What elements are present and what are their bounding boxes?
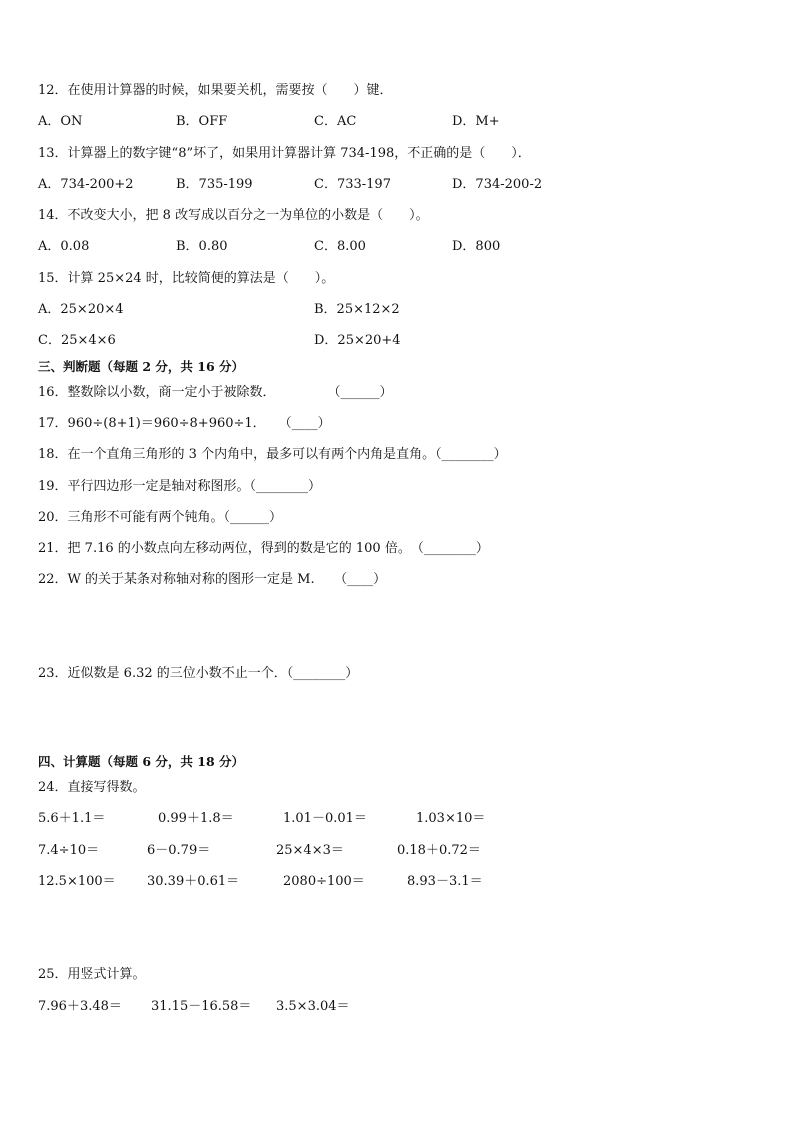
vertical-calc-item: 7.96＋3.48＝: [38, 999, 122, 1014]
q13-option-c: C．733-197: [314, 177, 391, 192]
q12-option-a: A．ON: [38, 114, 83, 129]
section-3-title: 三、判断题（每题 2 分，共 16 分）: [38, 359, 245, 374]
question-16: 16．整数除以小数，商一定小于被除数． （______）: [38, 385, 393, 400]
q15-option-b: B．25×12×2: [314, 302, 400, 317]
calc-item: 1.03×10＝: [416, 811, 486, 826]
q12-option-b: B．OFF: [176, 114, 228, 129]
question-15: 15．计算 25×24 时，比较简便的算法是（ ）。: [38, 271, 335, 286]
q13-option-d: D．734-200-2: [452, 177, 543, 192]
vertical-calc-item: 31.15－16.58＝: [151, 999, 252, 1014]
calc-item: 6－0.79＝: [147, 843, 211, 858]
q14-option-a: A．0.08: [38, 239, 90, 254]
question-22: 22．W 的关于某条对称轴对称的图形一定是 M. （____）: [38, 572, 387, 587]
question-24: 24．直接写得数。: [38, 780, 146, 795]
calc-item: 5.6＋1.1＝: [38, 811, 106, 826]
question-20: 20．三角形不可能有两个钝角。（______）: [38, 510, 283, 525]
calc-item: 1.01－0.01＝: [283, 811, 367, 826]
question-17: 17．960÷(8+1)＝960÷8+960÷1． （____）: [38, 416, 331, 431]
question-21: 21．把 7.16 的小数点向左移动两位，得到的数是它的 100 倍。 （________）: [38, 541, 489, 556]
q14-option-b: B．0.80: [176, 239, 228, 254]
q15-option-c: C．25×4×6: [38, 333, 116, 348]
calc-item: 0.18＋0.72＝: [397, 843, 481, 858]
calc-item: 12.5×100＝: [38, 874, 116, 889]
calc-item: 7.4÷10＝: [38, 843, 100, 858]
q12-option-c: C．AC: [314, 114, 357, 129]
question-23: 23．近似数是 6.32 的三位小数不止一个．（________）: [38, 666, 359, 681]
calc-item: 25×4×3＝: [276, 843, 344, 858]
question-18: 18．在一个直角三角形的 3 个内角中，最多可以有两个内角是直角。（________）: [38, 447, 507, 462]
q15-option-a: A．25×20×4: [38, 302, 124, 317]
q14-option-c: C．8.00: [314, 239, 366, 254]
q13-option-a: A．734-200+2: [38, 177, 134, 192]
question-25: 25．用竖式计算。: [38, 967, 146, 982]
question-13: 13．计算器上的数字键“8”坏了，如果用计算器计算 734-198，不正确的是（ ）．: [38, 146, 531, 161]
q15-option-d: D．25×20+4: [314, 333, 401, 348]
calc-item: 30.39＋0.61＝: [147, 874, 240, 889]
question-14: 14．不改变大小，把 8 改写成以百分之一为单位的小数是（ ）。: [38, 208, 429, 223]
calc-item: 2080÷100＝: [283, 874, 365, 889]
vertical-calc-item: 3.5×3.04＝: [276, 999, 350, 1014]
question-12: 12．在使用计算器的时候，如果要关机，需要按（ ）键．: [38, 83, 393, 98]
q12-option-d: D．M+: [452, 114, 500, 129]
calc-item: 8.93－3.1＝: [407, 874, 483, 889]
q13-option-b: B．735-199: [176, 177, 253, 192]
section-4-title: 四、计算题（每题 6 分，共 18 分）: [38, 754, 245, 769]
q14-option-d: D．800: [452, 239, 501, 254]
calc-item: 0.99＋1.8＝: [158, 811, 234, 826]
question-19: 19．平行四边形一定是轴对称图形。（________）: [38, 479, 322, 494]
